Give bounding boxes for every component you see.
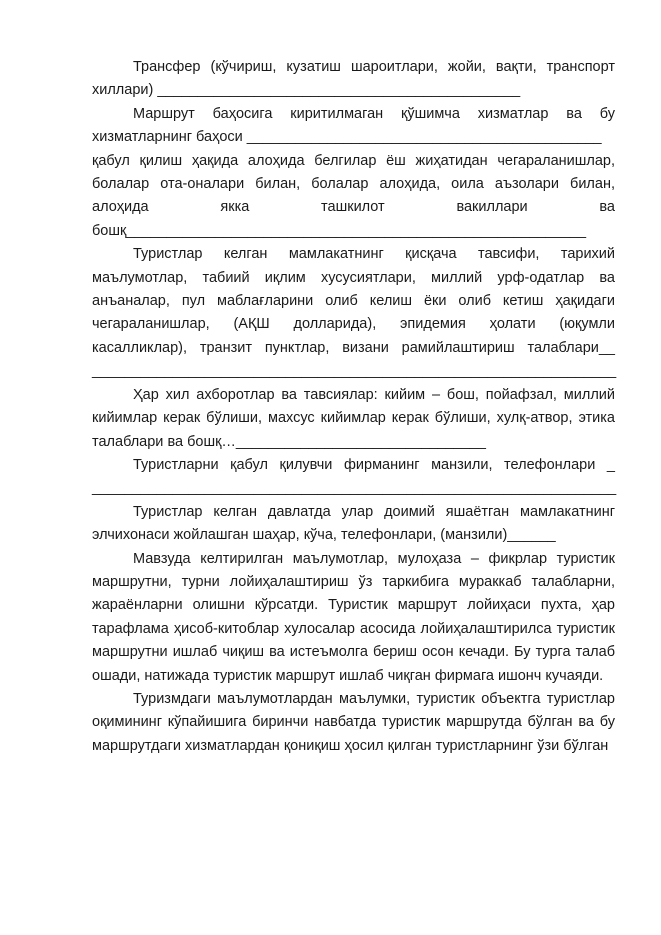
paragraph-extra-services: Маршрут баҳосига киритилмаган қўшимча хизматлар ва бу хизматларнинг баҳоси ____________________________________________	[92, 105, 615, 146]
paragraph-transfer: Трансфер (кўчириш, кузатиш шароитлари, жойи, вақти, транспорт хиллари) _____________________________________________	[92, 59, 615, 99]
paragraph-reception-notes: қабул қилиш ҳақида алоҳида белгилар ёш жиҳатидан чегараланишлар, болалар ота-оналари билан, болалар алоҳида, оила аъзолари билан, алоҳида якка ташкилот вакиллари ва бошқ_________________________________________________________	[92, 152, 615, 239]
paragraph-host-firm-address: Туристларни қабул қилувчи фирманинг манзили, телефонлари _ _________________________________________________________________	[92, 456, 617, 497]
paragraph-tourism-info: Туризмдаги маълумотлардан маълумки, туристик объектга туристлар оқимининг кўпайишига биринчи навбатда туристик маршрутда бўлган ва бу маршрутдаги хизматлардан қониқиш ҳосил қилган туристларнинг ўзи бўлган	[92, 690, 615, 754]
paragraph-country-description: Туристлар келган мамлакатнинг қисқача тавсифи, тарихий маълумотлар, табиий иқлим хусусиятлари, миллий урф-одатлар ва анъаналар, пул маблағларини олиб келиш ёки олиб кетиш ҳақидаги чегараланишлар, (АҚШ долларида), эпидемия ҳолати (юқумли касалликлар), транзит пунктлар, визани рамийлаштириш талаблари__ _________________________________________________________________	[92, 246, 617, 380]
paragraph-embassy-address: Туристлар келган давлатда улар доимий яшаётган мамлакатнинг элчихонаси жойлашган шаҳар, кўча, телефонлари, (манзили)______	[92, 503, 615, 544]
paragraph-recommendations: Ҳар хил ахборотлар ва тавсиялар: кийим – бош, пойафзал, миллий кийимлар керак бўлиши, махсус кийимлар керак бўлиши, хулқ-атвор, этика талаблари ва бошқ…_______________________________	[92, 386, 615, 450]
paragraph-conclusion: Мавзуда келтирилган маълумотлар, мулоҳаза – фикрлар туристик маршрутни, турни лойиҳалаштириш ўз таркибига мураккаб талабларни, жараёнларни олишни кўрсатди. Туристик маршрут лойиҳаси пухта, ҳар тарафлама ҳисоб-китоблар хулосалар асосида лойиҳалаштирилса туристик маршрутни ишлаб чиқиш ва истеъмолга бериш осон кечади. Бу турга талаб ошади, натижада туристик маршрут ишлаб чиқган фирмага ишонч кучаяди.	[92, 550, 615, 684]
document-page	[92, 56, 615, 758]
